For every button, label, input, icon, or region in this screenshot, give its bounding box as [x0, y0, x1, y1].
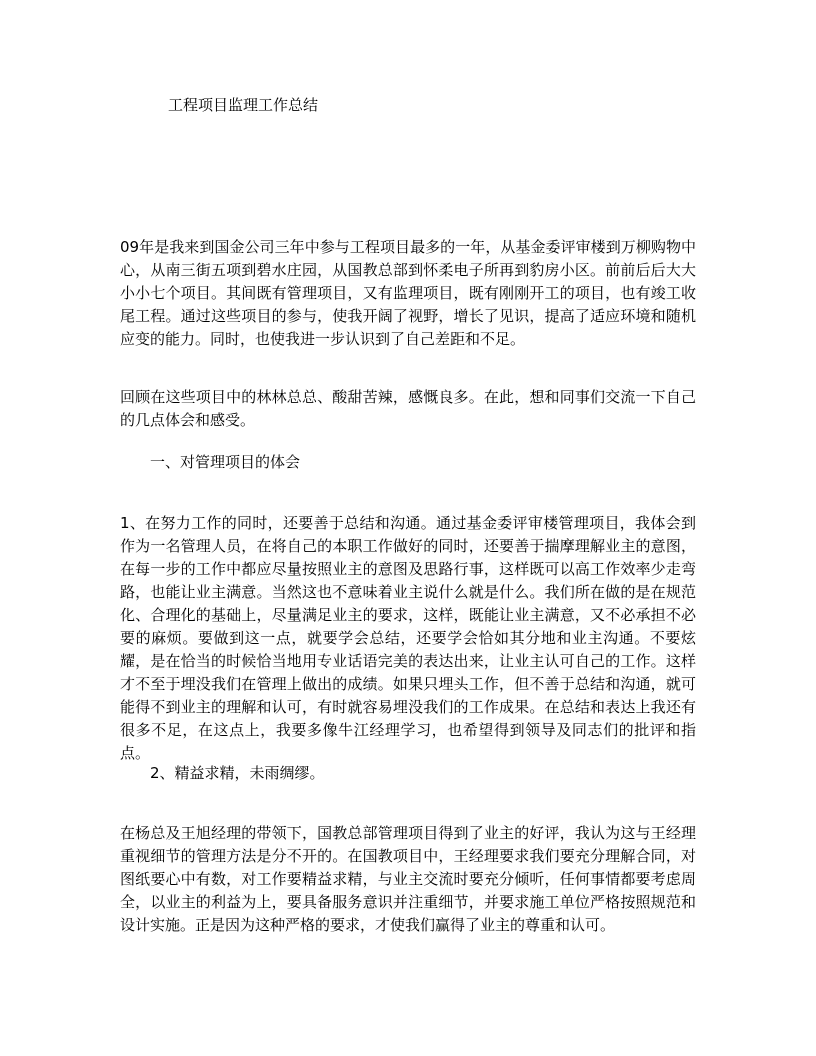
paragraph-point-1: 1、在努力工作的同时，还要善于总结和沟通。通过基金委评审楼管理项目，我体会到作为一名管理人员，在将自己的本职工作做好的同时，还要善于揣摩理解业主的意图，在每一步的工作中都应尽量按照业主的意图及思路行事，这样既可以高工作效率少走弯路，也能让业主满意。当然这也不意味着业主说什么就是什么。我们所在做的是在规范化、合理化的基础上，尽量满足业主的要求，这样，既能让业主满意，又不必承担不必要的麻烦。要做到这一点，就要学会总结，还要学会恰如其分地和业主沟通。不要炫耀，是在恰当的时候恰当地用专业话语完美的表达出来，让业主认可自己的工作。这样才不至于埋没我们在管理上做出的成绩。如果只埋头工作，但不善于总结和沟通，就可能得不到业主的理解和认可，有时就容易埋没我们的工作成果。在总结和表达上我还有很多不足，在这点上，我要多像牛江经理学习，也希望得到领导及同志们的批评和指点。	[120, 514, 696, 762]
paragraph-intro: 09年是我来到国金公司三年中参与工程项目最多的一年，从基金委评审楼到万柳购物中心，从南三街五项到碧水庄园，从国教总部到怀柔电子所再到豹房小区。前前后后大大小小七个项目。其间既有管理项目，又有监理项目，既有刚刚开工的项目，也有竣工收尾工程。通过这些项目的参与，使我开阔了视野，增长了见识，提高了适应环境和随机应变的能力。同时，也使我进一步认识到了自己差距和不足。	[120, 238, 696, 348]
section-heading-management: 一、对管理项目的体会	[150, 453, 301, 471]
paragraph-point-2: 在杨总及王旭经理的带领下，国教总部管理项目得到了业主的好评，我认为这与王经理重视细节的管理方法是分不开的。在国教项目中，王经理要求我们要充分理解合同，对图纸要心中有数，对工作要精益求精，与业主交流时要充分倾听，任何事情都要考虑周全，以业主的利益为上，要具备服务意识并注重细节，并要求施工单位严格按照规范和设计实施。正是因为这种严格的要求，才使我们赢得了业主的尊重和认可。	[120, 824, 696, 934]
paragraph-review: 回顾在这些项目中的林林总总、酸甜苦辣，感慨良多。在此，想和同事们交流一下自己的几点体会和感受。	[120, 388, 696, 429]
section-heading-point-2: 2、精益求精，未雨绸缪。	[150, 764, 325, 782]
document-title: 工程项目监理工作总结	[168, 96, 319, 114]
